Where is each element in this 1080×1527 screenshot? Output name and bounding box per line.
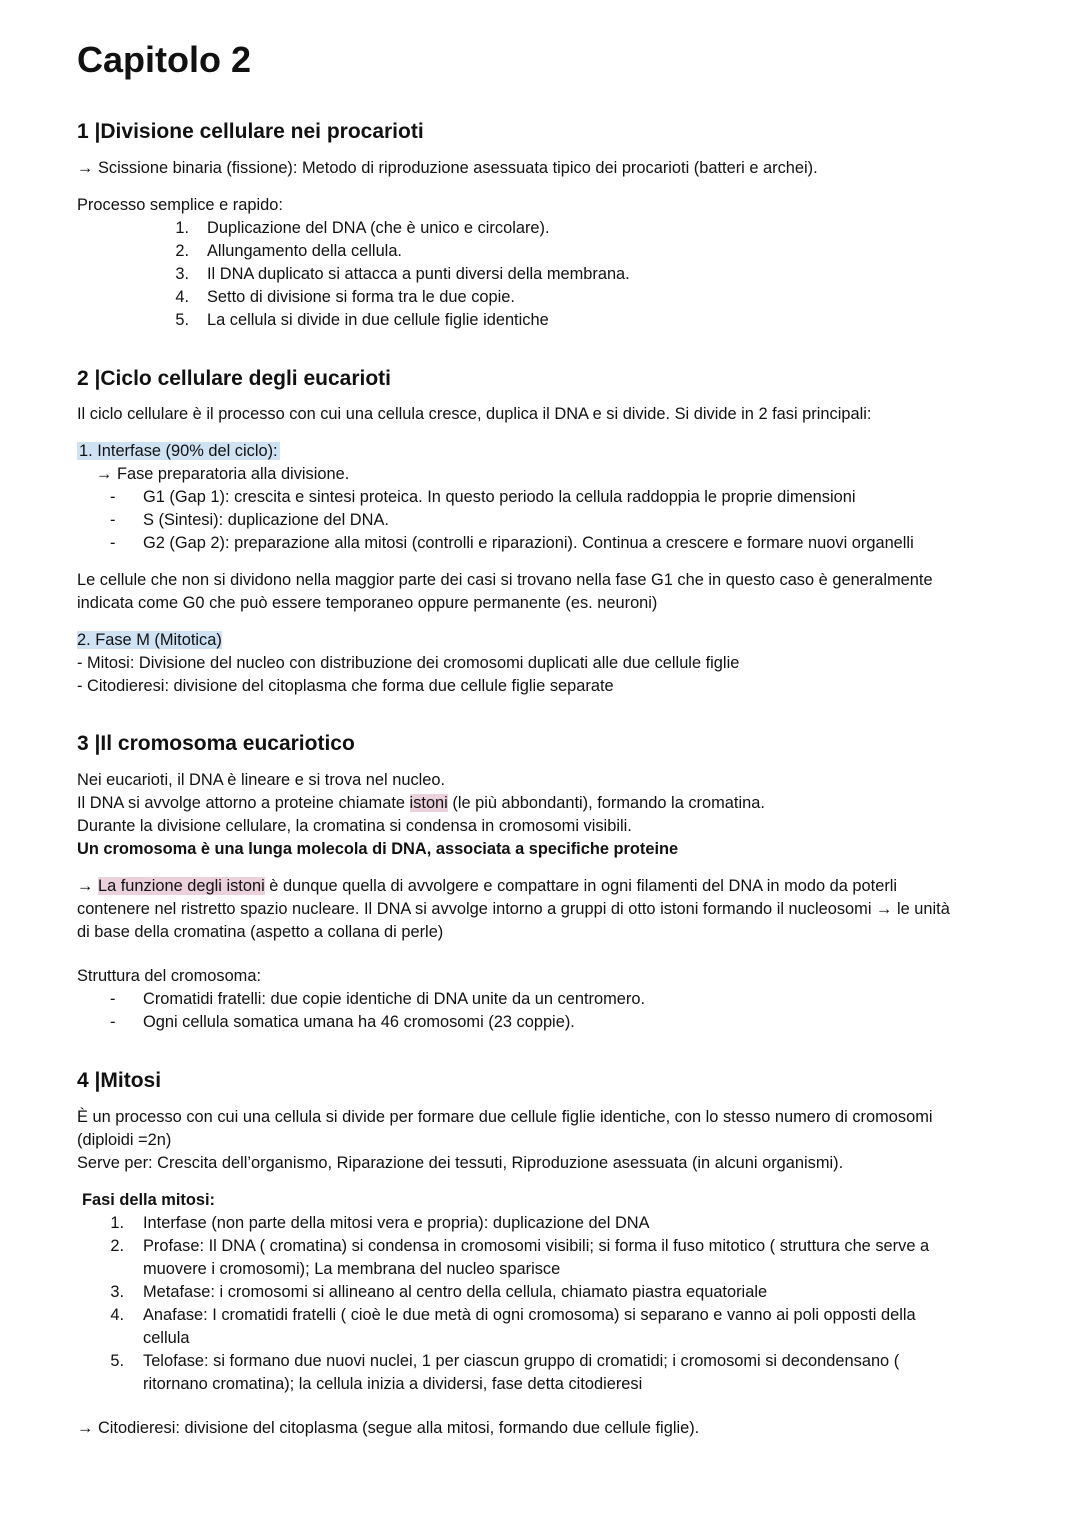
list-item: 4. Anafase: I cromatidi fratelli ( cioè le due metà di ogni cromosoma) si separano e vanno ai poli opposti della cellula xyxy=(110,1306,916,1347)
list-item: - G1 (Gap 1): crescita e sintesi proteica. In questo periodo la cellula raddoppia le proprie dimensioni xyxy=(110,488,856,506)
section-2-intro: Il ciclo cellulare è il processo con cui una cellula cresce, duplica il DNA e si divide. Si divide in 2 fasi principali: xyxy=(77,405,872,423)
list-item: 3. Il DNA duplicato si attacca a punti diversi della membrana. xyxy=(175,265,630,283)
highlight: istoni xyxy=(409,794,448,812)
highlight: 1. Interfase (90% del ciclo): xyxy=(79,442,278,460)
section-3-heading: 3 |Il cromosoma eucariotico xyxy=(77,732,355,755)
g0-note-line-1: Le cellule che non si dividono nella maggior parte dei casi si trovano nella fase G1 che in questo caso è generalmente xyxy=(77,571,933,589)
histone-function-line-1: → La funzione degli istoni è dunque quella di avvolgere e compattare in ogni filamenti del DNA in modo da poterli xyxy=(77,877,898,895)
section-2-heading: 2 |Ciclo cellulare degli eucarioti xyxy=(77,367,391,390)
list-item: - Ogni cellula somatica umana ha 46 cromosomi (23 coppie). xyxy=(110,1013,575,1031)
phase-2-item: - Mitosi: Divisione del nucleo con distribuzione dei cromosomi duplicati alle due cellule figlie xyxy=(77,654,740,672)
section-4-heading: 4 |Mitosi xyxy=(77,1069,162,1092)
phase-1-label xyxy=(77,440,280,463)
list-item: - G2 (Gap 2): preparazione alla mitosi (controlli e riparazioni). Continua a crescere e formare nuovi organelli xyxy=(110,534,914,552)
section-1-heading: 1 |Divisione cellulare nei procarioti xyxy=(77,120,424,143)
list-item: 3. Metafase: i cromosomi si allineano al centro della cellula, chiamato piastra equatoriale xyxy=(110,1283,768,1301)
list-item: 1. Interfase (non parte della mitosi vera e propria): duplicazione del DNA xyxy=(110,1214,650,1232)
section-1-intro: → Scissione binaria (fissione): Metodo di riproduzione asessuata tipico dei procarioti (batteri e archei). xyxy=(77,159,818,177)
list-item: 5. Telofase: si formano due nuovi nuclei, 1 per ciascun gruppo di cromatidi; i cromosomi si decondensano ( ritornano cromatina); la cellula inizia a dividersi, fase detta citodieresi xyxy=(110,1352,900,1393)
list-item: - S (Sintesi): duplicazione del DNA. xyxy=(110,511,389,529)
dash-bullet: - xyxy=(110,511,116,529)
structure-label: Struttura del cromosoma: xyxy=(77,967,262,985)
section-3-line-3: Durante la divisione cellulare, la cromatina si condensa in cromosomi visibili. xyxy=(77,817,632,835)
dash-bullet: - xyxy=(110,1013,116,1031)
mitosis-phases-label: Fasi della mitosi: xyxy=(82,1191,215,1209)
section-4-intro-line-2: (diploidi =2n) xyxy=(77,1131,172,1149)
dash-bullet: - xyxy=(110,990,116,1008)
phase-2-item: - Citodieresi: divisione del citoplasma che forma due cellule figlie separate xyxy=(77,677,614,695)
dash-bullet: - xyxy=(110,534,116,552)
dash-bullet: - xyxy=(110,488,116,506)
list-item: - Cromatidi fratelli: due copie identiche di DNA unite da un centromero. xyxy=(110,990,646,1008)
section-3-bold-definition: Un cromosoma è una lunga molecola di DNA, associata a specifiche proteine xyxy=(77,840,679,858)
citodieresi-note: → Citodieresi: divisione del citoplasma (segue alla mitosi, formando due cellule figlie). xyxy=(77,1419,700,1437)
section-3-line-1: Nei eucarioti, il DNA è lineare e si trova nel nucleo. xyxy=(77,771,446,789)
histone-function-line-3: di base della cromatina (aspetto a collana di perle) xyxy=(77,923,444,941)
list-item: 2. Allungamento della cellula. xyxy=(175,242,402,260)
histone-function-line-2: contenere nel ristretto spazio nucleare. Il DNA si avvolge intorno a gruppi di otto istoni formando il nucleosomi → le unità xyxy=(77,900,950,918)
page-title: Capitolo 2 xyxy=(77,39,252,80)
highlight: 2. Fase M (Mitotica) xyxy=(77,631,222,649)
list-item: 1. Duplicazione del DNA (che è unico e circolare). xyxy=(175,219,550,237)
section-4-serve: Serve per: Crescita dell’organismo, Riparazione dei tessuti, Riproduzione asessuata (in alcuni organismi). xyxy=(77,1154,844,1172)
phase-2-label xyxy=(77,629,222,652)
g0-note-line-2: indicata come G0 che può essere temporaneo oppure permanente (es. neuroni) xyxy=(77,594,658,612)
section-4-intro-line-1: È un processo con cui una cellula si divide per formare due cellule figlie identiche, con lo stesso numero di cromosomi xyxy=(77,1108,933,1126)
phase-1-sub: → Fase preparatoria alla divisione. xyxy=(96,465,350,483)
section-3-line-2: Il DNA si avvolge attorno a proteine chiamate istoni (le più abbondanti), formando la cromatina. xyxy=(77,794,765,812)
section-1-list-label: Processo semplice e rapido: xyxy=(77,196,283,214)
list-item: 4. Setto di divisione si forma tra le due copie. xyxy=(175,288,515,306)
list-item: 5. La cellula si divide in due cellule figlie identiche xyxy=(175,311,549,329)
highlight: La funzione degli istoni xyxy=(97,877,265,895)
list-item: 2. Profase: Il DNA ( cromatina) si condensa in cromosomi visibili; si forma il fuso mitotico ( struttura che serve a muovere i cromosomi); La membrana del nucleo sparisce xyxy=(110,1237,930,1278)
